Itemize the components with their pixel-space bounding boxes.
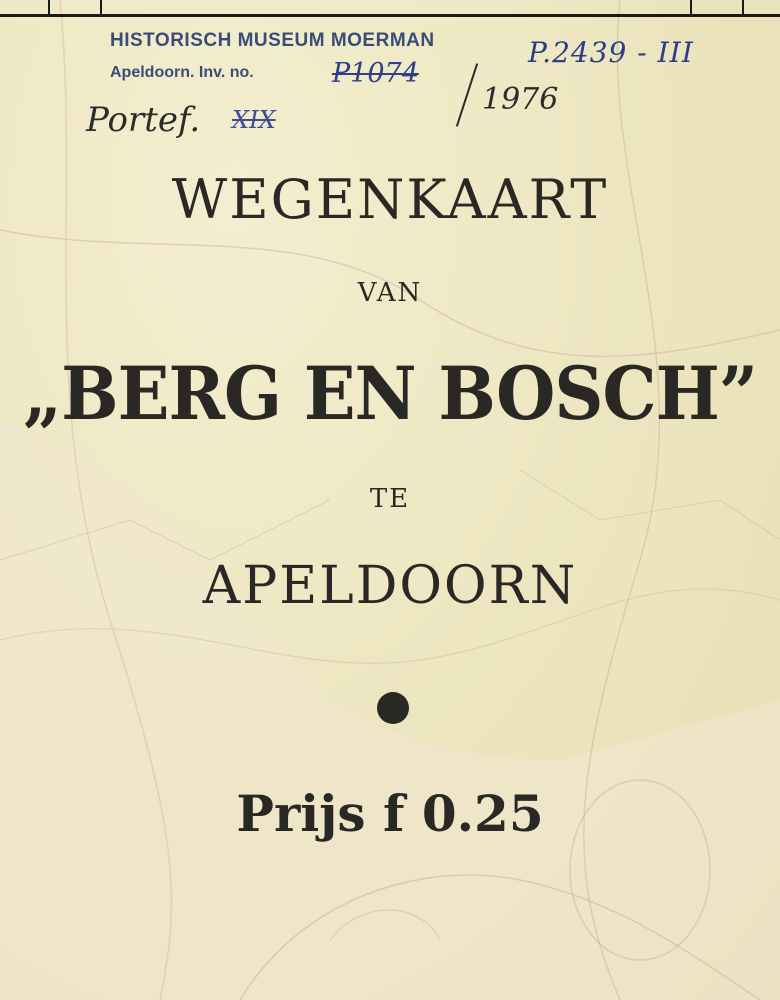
handwritten-portfolio-number-struck: XIX (232, 106, 276, 134)
bullet-ornament (377, 692, 409, 724)
cover-place: APELDOORN (202, 556, 578, 616)
cover-title: WEGENKAART (171, 168, 609, 231)
cover-price: Prijs f 0.25 (236, 784, 544, 843)
handwritten-portfolio: Portef. (86, 100, 201, 140)
border-tick (48, 0, 50, 16)
museum-stamp-inventory-label: Apeldoorn. Inv. no. (110, 64, 254, 81)
cover-te: TE (369, 484, 411, 514)
handwritten-inventory-struck: P1074 (332, 58, 419, 89)
border-tick (742, 0, 744, 16)
handwritten-reference: P.2439 - III (528, 36, 694, 69)
cover-name: „BERG EN BOSCH” (23, 350, 757, 438)
handwritten-year: 1976 (482, 82, 559, 117)
border-tick (690, 0, 692, 16)
museum-stamp-name: HISTORISCH MUSEUM MOERMAN (110, 30, 435, 51)
top-border-line (0, 14, 780, 17)
border-tick (100, 0, 102, 16)
cover-van: VAN (357, 278, 423, 308)
